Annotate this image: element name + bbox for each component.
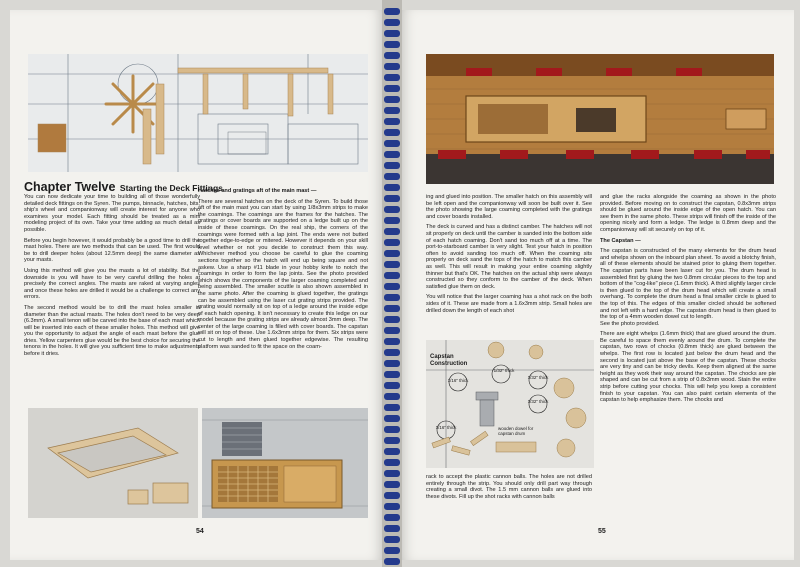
binding-coil xyxy=(384,162,400,169)
diagram-title: Capstan Construction xyxy=(430,354,468,367)
binding-coil xyxy=(384,85,400,92)
binding-coil xyxy=(384,426,400,433)
paragraph: You can now dedicate your time to building all of those wonderfully detailed deck fittings on the Syren. The pumps, binnacle, hatches, bits, ship's wheel and companionway will create interest for anyone who examines your model. Each fitting should be treated as a mini modeling project of its own. Take your time adding as much detail as possible. xyxy=(24,194,200,233)
binding-coil xyxy=(384,558,400,565)
binding-coil xyxy=(384,19,400,26)
right-column-1-bottom xyxy=(426,474,592,522)
diagram-label: 1/16" thick xyxy=(435,425,457,430)
binding-coil xyxy=(384,503,400,510)
chapter-subtitle: Starting the Deck Fittings xyxy=(119,183,223,193)
binding-coil xyxy=(384,437,400,444)
binding-coil xyxy=(384,228,400,235)
binding-coil xyxy=(384,448,400,455)
paragraph: You will notice that the larger coaming has a shot rack on the both sides of it. These are made from a 1.6x3mm strip. Small holes are drilled down the length of each shot xyxy=(426,294,592,314)
binding-coil xyxy=(384,41,400,48)
left-column-1 xyxy=(24,194,200,399)
binding-coil xyxy=(384,107,400,114)
left-page xyxy=(10,10,382,560)
binding-coil xyxy=(384,514,400,521)
paragraph: ing and glued into position. The smaller hatch on this assembly will be left open and the companionway will soon be built over it. See the photo showing the large coaming completed with the gratings and cover boards installed. xyxy=(426,194,592,220)
binding-coil xyxy=(384,459,400,466)
paragraph: The second method would be to drill the mast holes smaller in diameter than the actual masts. The holes don't need to be very deep (6.3mm). A small tenon will be carved into the base of each mast which will be inserted into each of these smaller holes. This method will give you the opportunity to adjust the angle of each mast before the glue dries. Yellow carpenters glue would be the best choice for securing the tenons in the holes. It will give you sufficient time to make adjustments before it dries. xyxy=(24,304,200,358)
paragraph: See the photo provided. xyxy=(600,320,660,327)
binding-coil xyxy=(384,547,400,554)
page-number: 54 xyxy=(196,528,204,535)
binding-coil xyxy=(384,118,400,125)
diagram-label: wooden dowel for capstan drum xyxy=(498,426,534,436)
left-column-2 xyxy=(198,188,368,400)
capstan-construction-diagram xyxy=(426,340,594,468)
paragraph: The deck is curved and has a distinct camber. The hatches will not sit properly on deck until the camber is sanded into the bottom side of each hatch coaming. Don't sand too much off at a time. The port-to-starboard camber is very slight. Test your hatch in position often to avoid sanding too much off. When the coaming sits properly on deck sand the tops of the hatch to match this camber as well. This will result in making your entire coaming slightly thinner but that's OK. The hatches on the actual ship were always constructed so they conform to the camber of the deck. When satisfied glue them on deck. xyxy=(426,224,592,290)
page-number: 55 xyxy=(598,528,606,535)
binding-coil xyxy=(384,8,400,15)
binding-coil xyxy=(384,239,400,246)
photo-deck-hatches xyxy=(426,54,774,184)
binding-coil xyxy=(384,206,400,213)
section-heading-hatches: Hatches and gratings aft of the main mast — xyxy=(198,188,317,194)
plan-drawing xyxy=(28,54,368,172)
binding-coil xyxy=(384,360,400,367)
paragraph: Using this method will give you the masts a lot of stability. But the downside is you will have to be very careful drilling the holes at precisely the correct angles. The masts are raked at varying angles and once these holes are drilled it would be a challenge to correct any errors. xyxy=(24,267,200,301)
right-column-2 xyxy=(600,194,776,522)
binding-coil xyxy=(384,184,400,191)
binding-coil xyxy=(384,349,400,356)
right-column-1 xyxy=(426,194,592,339)
binding-coil xyxy=(384,305,400,312)
binding-coil xyxy=(384,371,400,378)
binding-coil xyxy=(384,151,400,158)
binding-coil xyxy=(384,261,400,268)
binding-coil xyxy=(384,30,400,37)
paragraph: Before you begin however, it would probably be a good time to drill the mast holes. There are two methods that can be used. The first would be to drill deeper holes (about 12.5mm deep) the same diameter as your masts. xyxy=(24,237,200,264)
binding-coil xyxy=(384,393,400,400)
binding-coil xyxy=(384,415,400,422)
binding-coil xyxy=(384,217,400,224)
paragraph: The capstan is constructed of the many elements for the drum head and whelps shown on the inboard plan sheet. To avoid a blotchy finish, all of these elements should be stained prior to gluing them together. The capstan parts have been laser cut for you. The drum head is assembled first by gluing the two 0.8mm circular pieces to the top and bottom of the "cog-like" piece (1.6mm thick). A third slightly larger circle is then glued to the top of the drum head which will create a small overhang. To complete the drum head a final smaller circle is glued to the top of this. The edges of this smaller circled should be softened and not left with a hard edge. The capstan drum head is then glued to the top of a 4mm wooden dowel cut to length. xyxy=(600,248,776,321)
photo-gratings-installed xyxy=(202,408,368,518)
photo-coaming-assembly xyxy=(28,408,198,518)
photo-hatch-components xyxy=(28,54,368,172)
binding-coil xyxy=(384,74,400,81)
binding-coil xyxy=(384,525,400,532)
binding-coil xyxy=(384,404,400,411)
binding-coil xyxy=(384,250,400,257)
spiral-binding xyxy=(382,0,402,567)
binding-coil xyxy=(384,338,400,345)
binding-coil xyxy=(384,327,400,334)
diagram-label: 1/32" thick xyxy=(527,399,549,404)
binding-coil xyxy=(384,195,400,202)
binding-coil xyxy=(384,52,400,59)
paragraph: rack to accept the plastic cannon balls. The holes are not drilled entirely through the strip. You should only drill part way through creating a small divot. The 1.5 mm cannon balls are glued into these divots. Fill up the shot racks with cannon balls xyxy=(426,474,592,500)
binding-coil xyxy=(384,316,400,323)
diagram-label: 1/16" thick xyxy=(447,378,469,383)
binding-coil xyxy=(384,294,400,301)
binding-coil xyxy=(384,63,400,70)
paragraph: and glue the racks alongside the coaming as shown in the photo provided. Before moving on to construct the capstan, 0.8x3mm strips should be glued around the inside edge of the open hatch. You can see them in the same photo. These strips will finish off the inside of the opening nicely and form a ledge. The ledge is 0.8mm deep and the companionway will sit securely on top of it. xyxy=(600,194,776,233)
binding-coil xyxy=(384,536,400,543)
right-page xyxy=(402,10,794,560)
binding-coil xyxy=(384,492,400,499)
binding-coil xyxy=(384,129,400,136)
binding-coil xyxy=(384,140,400,147)
binding-coil xyxy=(384,96,400,103)
paragraph: There are eight whelps (1.6mm thick) that are glued around the drum. Be careful to space them evenly around the drum. To complete the capstan, two rows of chocks (0.8mm thick) are glued between the whelps. The first row is located just below the drum head and the second is located just above the base of the capstan. These chocks are very tiny and can be tricky devils. Keep them aligned at the same height as they work their way around the capstan. The chocks are pie shaped and can be cut from a strip of 0.8x3mm wood. Stain the entire strip before cutting your chocks. This will help you keep a consistent finish to your capstan. You can also paint certain elements of the capstan to help emphasize them. The chocks and xyxy=(600,331,776,404)
binding-coil xyxy=(384,272,400,279)
binding-coil xyxy=(384,382,400,389)
section-heading-capstan: The Capstan — xyxy=(600,237,641,244)
paragraph: There are several hatches on the deck of the Syren. To build those aft of the main mast you can start by using 1/8x3mm strips to make the coamings. The coamings are the frames for the hatches. The gratings or cover boards are supported on a ledge built up on the inside of these coamings. On the real ship, the corners of the coamings were formed with a lap joint. The ends were not butted together edge-to-edge or mitered. However it depends on your skill level whether or not you decide to construct them this way. Whichever method you choose be careful to glue the coaming sections together so the hatch will end up being square and not askew. Use a sharp #11 blade in your hobby knife to notch the coamings in order to form the lap joints. See the photo provided which shows the components of the larger coaming completed and being assembled. The smaller scuttle is also shown assembled in the same photo. After the coaming is glued together, the gratings can be assembled using the laser cut grating strips provided. The grating would normally sit on top of a ledge around the inside edge of each hatch opening. It isn't necessary to create this ledge on our model because the grating strips are already almost 3mm deep. The center of the large coaming is filled with cover boards. The capstan will sit on top of these. Use 1.6x3mm strips for them. Six strips were cut to length and then glued together edgewise. The resulting platform was sanded to fit the space on the coam- xyxy=(198,198,368,350)
binding-coil xyxy=(384,470,400,477)
binding-coil xyxy=(384,173,400,180)
diagram-label: 1/32" thick xyxy=(527,375,549,380)
diagram-label: 1/32" thick xyxy=(493,368,515,373)
chapter-title: Chapter Twelve xyxy=(24,180,116,194)
binding-coil xyxy=(384,283,400,290)
binding-coil xyxy=(384,481,400,488)
